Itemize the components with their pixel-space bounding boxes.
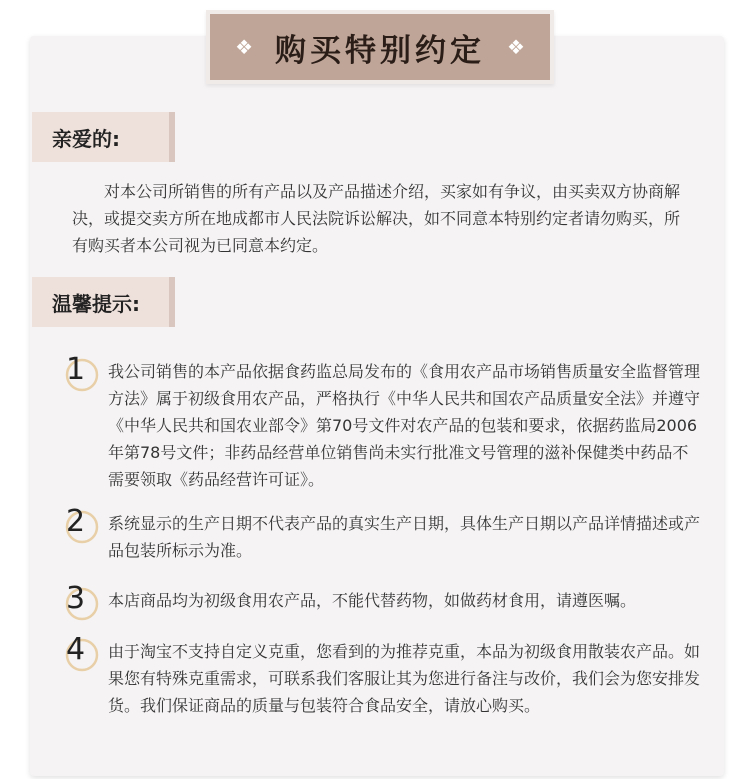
tips-tag: 温馨提示: [32,277,175,327]
tip-number: 3 [66,581,86,616]
tip-item-2 [62,504,702,568]
tip-text: 我公司销售的本产品依据食药监总局发布的《食用农产品市场销售质量安全监督管理方法》属于初级食用农产品，严格执行《中华人民共和国农产品质量安全法》并遵守《中华人民共和国农业部令》第70号文件对农产品的包装和要求，依据药监局2006年第78号文件；非药品经营单位销售尚未实行批准文号管理的滋补保健类中药品不需要领取《药品经营许可证》。 [108,362,701,489]
tip-item-3 [62,581,702,619]
tip-number-badge [62,504,100,546]
diamond-icon-left: ❖ [235,35,253,59]
tip-number-badge [62,632,100,674]
tip-item-4 [62,632,702,748]
title-banner [206,10,554,84]
title-banner-inner [210,14,550,80]
tip-number-badge [62,581,100,623]
diamond-icon-right: ❖ [507,35,525,59]
tip-item-1 [62,352,702,491]
agreement-text: 对本公司所销售的所有产品以及产品描述介绍，买家如有争议，由买卖双方协商解决，或提交卖方所在地成都市人民法院诉讼解决，如不同意本特别约定者请勿购买，所有购买者本公司视为已同意本约定。 [72,182,681,255]
tip-number: 4 [66,632,86,667]
tip-number: 2 [66,504,86,539]
tip-text: 系统显示的生产日期不代表产品的真实生产日期，具体生产日期以产品详情描述或产品包装所标示为准。 [108,514,701,560]
greeting-tag: 亲爱的: [32,112,175,162]
page-title: 购买特别约定 [275,32,485,69]
tip-number-badge [62,352,100,394]
tip-text: 本店商品均为初级食用农产品，不能代替药物，如做药材食用，请遵医嘱。 [108,591,637,610]
tip-number: 1 [66,352,86,387]
tip-text: 由于淘宝不支持自定义克重，您看到的为推荐克重，本品为初级食用散装农产品。如果您有特殊克重需求，可联系我们客服让其为您进行备注与改价，我们会为您安排发货。我们保证商品的质量与包装符合食品安全，请放心购买。 [108,642,701,715]
